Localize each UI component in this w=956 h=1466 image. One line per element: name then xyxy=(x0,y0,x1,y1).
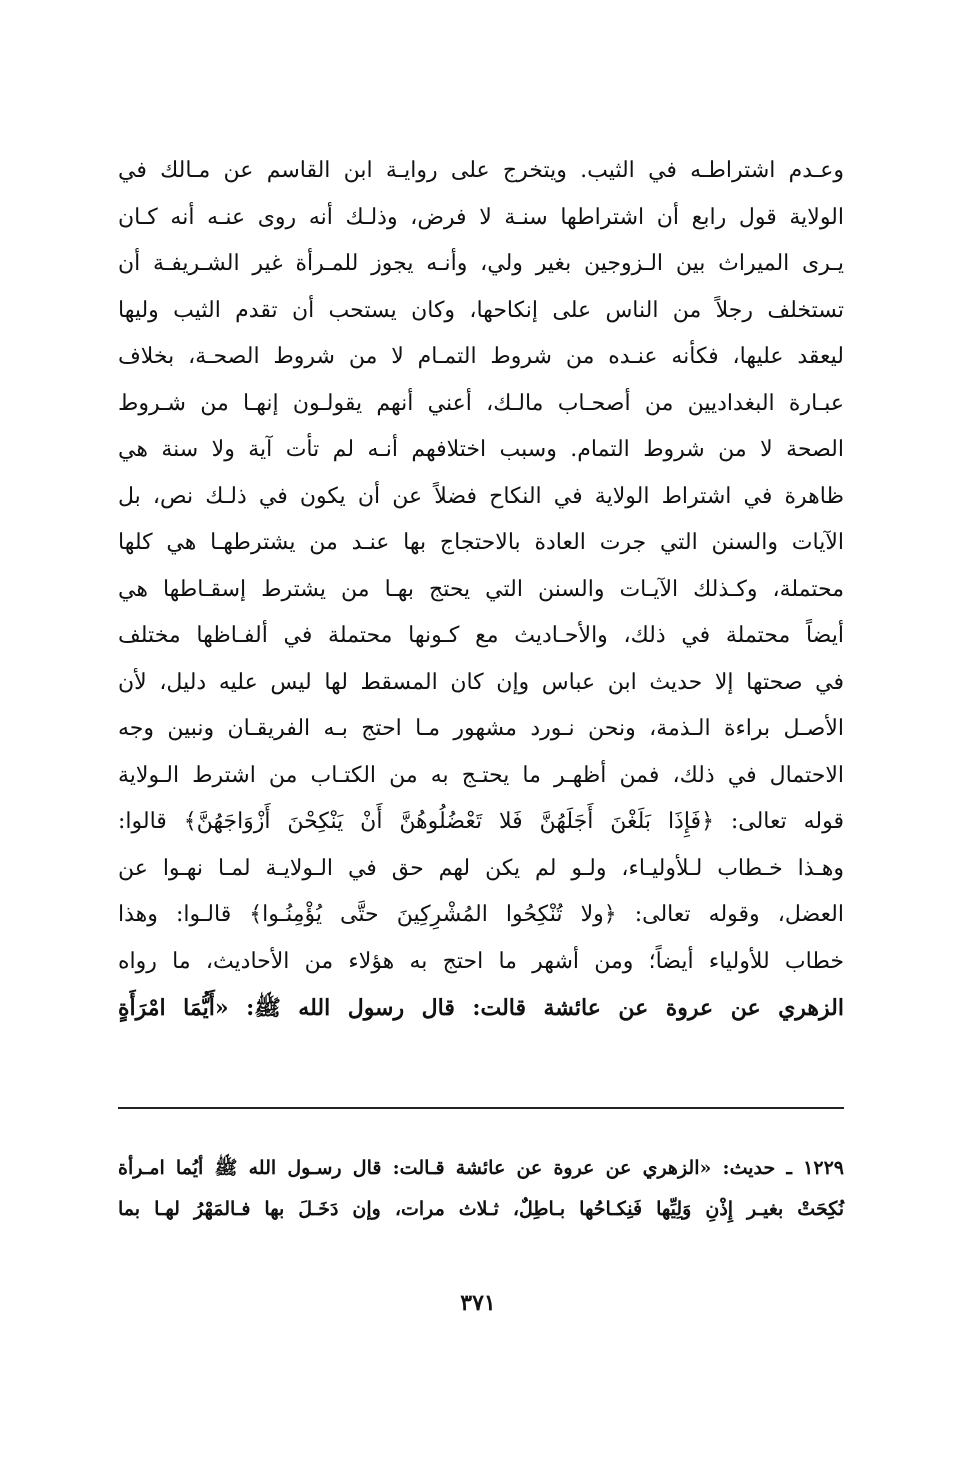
main-text-body xyxy=(118,148,844,1032)
page-number: ٣٧١ xyxy=(460,1290,496,1316)
text-line: الأصـل براءة الـذمة، ونحن نـورد مشهور مـا احتج بـه الفريقـان ونبين وجه xyxy=(118,716,844,741)
text-line: عبـارة البغداديين من أصحـاب مالـك، أعني أنهم يقولـون إنهـا من شـروط xyxy=(118,390,844,416)
text-line: تستخلف رجلاً من الناس على إنكاحها، وكان يستحب أن تقدم الثيب وليها xyxy=(118,297,844,323)
text-line: الزهري عن عروة عن عائشة قالت: قال رسول الله ﷺ: «أَيُّمَا امْرَأَةٍ xyxy=(118,995,844,1021)
text-line: الاحتمال في ذلك، فمن أظهـر ما يحتـج به من الكتـاب من اشترط الـولاية xyxy=(118,762,844,788)
text-line: ليعقد عليها، فكأنه عنـده من شروط التمـام لا من شروط الصحـة، بخلاف xyxy=(118,344,844,369)
text-line: قوله تعالى: ﴿فَإِذَا بَلَغْنَ أَجَلَهُنَّ فَلا تَعْضُلُوهُنَّ أَنْ يَنْكِحْنَ أَزْوَاجَهُنَّ﴾ قالوا: xyxy=(118,809,844,834)
footnote-line: نُكِحَتْ بغيـر إِذْنِ وَلِيِّها فَنِكـاحُها بـاطِلٌ، ثـلاث مرات، وإن دَخَـلَ بها فـالمَهْرُ لهـا بما xyxy=(118,1198,845,1220)
text-line: محتملة، وكـذلك الآيـات والسنن التي يحتج بهـا من يشترط إسقـاطها هي xyxy=(118,576,844,602)
text-line: العضل، وقوله تعالى: ﴿ولا تُنْكِحُوا المُشْرِكِينَ حتَّى يُؤْمِنُـوا﴾ قالـوا: وهذا xyxy=(118,902,844,927)
text-line: يـرى الميراث بين الـزوجين بغير ولي، وأنـه يجوز للمـرأة غير الشـريفـة أن xyxy=(118,251,844,276)
text-line: الصحة لا من شروط التمام. وسبب اختلافهم أنـه لم تأت آية ولا سنة هي xyxy=(118,437,844,462)
footnote xyxy=(118,1148,844,1230)
footnote-divider xyxy=(118,1107,844,1109)
footnote-line: ١٢٢٩ ـ حديث: «الزهري عن عروة عن عائشة قـالت: قال رسـول الله ﷺ أيُما امـرأة xyxy=(118,1157,844,1179)
text-line: أيضاً محتملة في ذلك، والأحـاديث مع كـونها محتملة في ألفـاظها مختلف xyxy=(118,623,844,648)
text-line: الآيات والسنن التي جرت العادة بالاحتجاج بها عنـد من يشترطهـا هي كلها xyxy=(118,530,844,555)
text-line: وعـدم اشتراطـه في الثيب. ويتخرج على روايـة ابن القاسم عن مـالك في xyxy=(118,158,844,183)
text-line: خطاب للأولياء أيضاً؛ ومن أشهر ما احتج به هؤلاء من الأحاديث، ما رواه xyxy=(118,948,844,974)
text-line: وهـذا خـطاب لـلأوليـاء، ولـو لم يكن لهم حق في الـولايـة لمـا نهـوا عن xyxy=(118,855,844,881)
text-line: ظاهرة في اشتراط الولاية في النكاح فضلاً عن أن يكون في ذلـك نص، بل xyxy=(118,483,844,509)
text-line: الولاية قول رابع أن اشتراطها سنـة لا فرض، وذلـك أنه روى عنـه أنه كـان xyxy=(118,204,844,230)
text-line: في صحتها إلا حديث ابن عباس وإن كان المسقط لها ليس عليه دليل، لأن xyxy=(118,669,844,695)
